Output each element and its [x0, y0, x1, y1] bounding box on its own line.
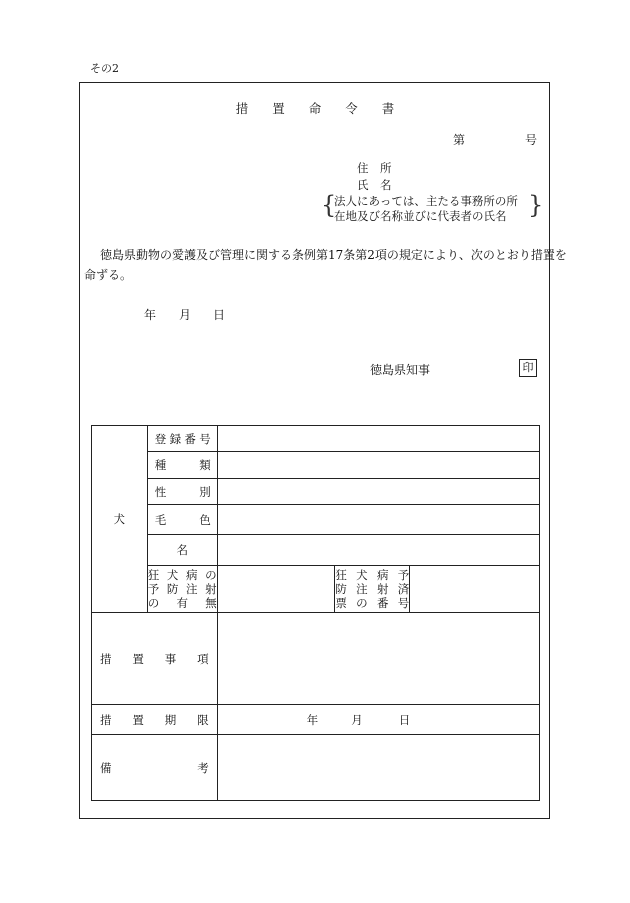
- rabies-vaccination-value[interactable]: [217, 566, 335, 613]
- measures-value[interactable]: [217, 613, 539, 705]
- bracket-left: {: [321, 191, 337, 219]
- table-row: [92, 705, 540, 735]
- doc-number-prefix: 第: [453, 133, 466, 147]
- period-value[interactable]: [217, 705, 539, 735]
- doc-number-suffix: 号: [525, 133, 538, 147]
- table-row: [92, 566, 540, 613]
- rabies-vaccination-label: 狂 犬 病 の 予 防 注 射 の 有 無: [147, 566, 217, 613]
- breed-value[interactable]: [217, 452, 539, 479]
- table-row: [92, 479, 540, 505]
- issuer-title: 徳島県知事: [370, 363, 431, 377]
- date-month: 月: [179, 308, 192, 322]
- title-char: 置: [272, 101, 285, 116]
- table-row: [92, 426, 540, 452]
- coat-value[interactable]: [217, 505, 539, 535]
- period-month: 月: [351, 712, 363, 727]
- period-year: 年: [306, 712, 319, 727]
- document-title: [0, 99, 630, 117]
- period-label: 措 置 期 限: [92, 705, 218, 735]
- corp-note-line2: 在地及び名称並びに代表者の氏名: [334, 209, 507, 223]
- rabies-tag-value[interactable]: [410, 566, 540, 613]
- name-label: 氏 名: [357, 178, 392, 192]
- bracket-right: }: [528, 191, 544, 219]
- seal-mark: 印: [519, 359, 537, 377]
- page-label: その2: [90, 62, 119, 75]
- corp-note-line1: 法人にあっては、主たる事務所の所: [334, 194, 518, 208]
- coat-label: 毛 色: [147, 505, 217, 535]
- sex-value[interactable]: [217, 479, 539, 505]
- title-char: 書: [381, 101, 395, 116]
- dog-name-label: 名: [147, 535, 217, 566]
- sex-label: 性 別: [147, 479, 217, 505]
- dog-name-value[interactable]: [217, 535, 539, 566]
- table-row: [92, 452, 540, 479]
- breed-label: 種 類: [147, 452, 217, 479]
- date-year: 年: [144, 308, 157, 322]
- table-row: [92, 535, 540, 566]
- rabies-tag-label: 狂 犬 病 予 防 注 射 済 票 の 番 号: [335, 566, 410, 613]
- table-row: [92, 505, 540, 535]
- remarks-label: 備 考: [92, 735, 218, 801]
- period-day: 日: [398, 712, 411, 727]
- body-text: [84, 245, 567, 285]
- title-char: 命: [308, 101, 322, 116]
- body-line-2: 命ずる。: [84, 268, 133, 282]
- details-table: [91, 425, 540, 801]
- date-day: 日: [213, 308, 226, 322]
- measures-label: 措 置 事 項: [92, 613, 218, 705]
- remarks-value[interactable]: [217, 735, 539, 801]
- dog-label: 犬: [92, 426, 148, 613]
- table-row: [92, 735, 540, 801]
- table-row: [92, 613, 540, 705]
- registration-value[interactable]: [217, 426, 539, 452]
- address-label: 住 所: [357, 161, 392, 175]
- title-char: 措: [235, 101, 249, 116]
- title-char: 令: [345, 101, 358, 116]
- registration-label: 登 録 番 号: [147, 426, 217, 452]
- body-line-1: 徳島県動物の愛護及び管理に関する条例第17条第2項の規定により、次のとおり措置を: [100, 248, 567, 262]
